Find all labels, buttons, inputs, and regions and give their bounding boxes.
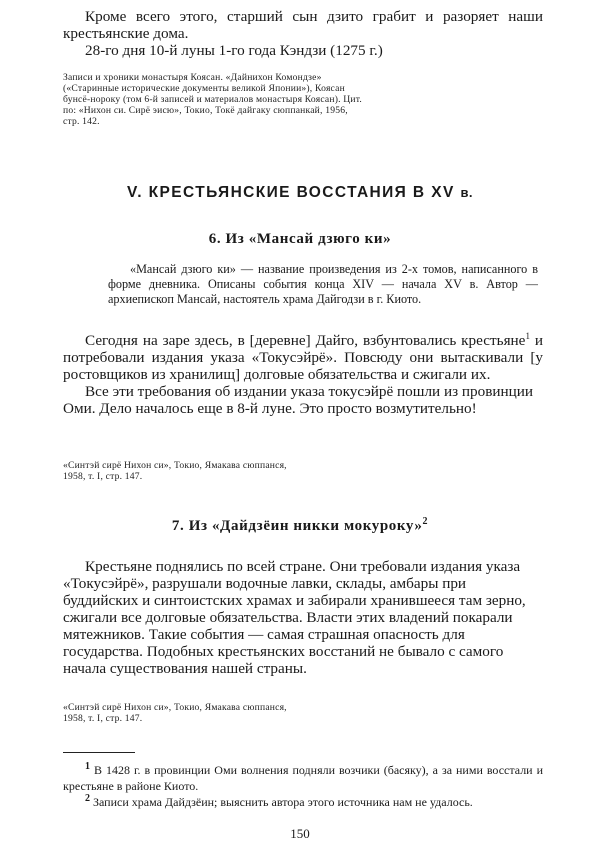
footnote-2-number: 2 [85,793,90,804]
footnote-2 [63,794,543,810]
doc6-para1-a: Сегодня на заре здесь, в [деревне] Дайго, взбунтовались крестьяне [85,332,526,349]
top-paragraph: Кроме всего этого, старший сын дзито грабит и разоряет наши крестьянские дома. [63,8,543,42]
doc6-para1-b: и потребовали издания указа «Токусэйрё». Повсюду они вытаскивали [у ростовщиков из хранилищ] долговые обязательства и сжигали их. [63,332,543,383]
source-citation: Записи и хроники монастыря Коясан. «Дайнихон Комондзе» («Старинные исторические документы великой Японии»), Коясан бунсё-нороку (том 6-й записей и материалов монастыря Коясан). Цит. по: «Нихон си. Сирё эисю», Токио, Токё дайгаку сюппанкай, 1956, стр. 142. [63,72,363,127]
footnote-1 [63,762,543,794]
doc7-title [0,518,600,535]
doc7-source: «Синтэй сирё Нихон си», Токио, Ямакава сюппанся, 1958, т. I, стр. 147. [63,702,287,724]
top-source [63,72,363,127]
top-text [63,8,543,59]
section-title-main: V. КРЕСТЬЯНСКИЕ ВОССТАНИЯ В XV [126,184,455,201]
footnote-1-number: 1 [85,761,90,772]
doc6-source-block [63,460,293,482]
doc7-title-text: 7. Из «Дайдзёин никки мокуроку» [171,518,423,534]
doc6-paragraph-1 [63,332,543,383]
page-number: 150 [290,826,310,841]
doc7-paragraph-1: Крестьяне поднялись по всей стране. Они требовали издания указа «Токусэйрё», разрушали водочные лавки, склады, амбары при буддийских и синтоистских храмах и забирали хранившееся там зерно, сжигали все долговые обязательства. Власти этих владений покарали мятежников. Такие события — самая страшная опасность для государства. Подобных крестьянских восстаний не бывало с самого начала существования нашей страны. [63,558,526,677]
footnote-ref-2[interactable]: 2 [422,516,429,527]
doc6-source: «Синтэй сирё Нихон си», Токио, Ямакава сюппанся, 1958, т. I, стр. 147. [63,460,287,482]
section-heading [0,184,600,202]
doc6-paragraph-2: Все эти требования об издании указа токусэйрё пошли из провинции Оми. Дело началось еще в 8-й луне. Это просто возмутительно! [63,383,534,417]
section-title-suffix: в. [460,185,474,200]
footnote-ref-1[interactable]: 1 [525,330,530,341]
doc7-source-block [63,702,293,724]
doc6-body [63,332,543,417]
footnotes [63,762,543,810]
footnote-2-text: Записи храма Дайдзёин; выяснить автора этого источника нам не удалось. [93,795,473,809]
doc6-intro-block [108,262,538,307]
footnote-divider [63,752,135,753]
top-date: 28-го дня 10-й луны 1-го года Кэндзи (1275 г.) [85,42,383,59]
footnote-1-text: В 1428 г. в провинции Оми волнения подняли возчики (басяку), а за ними восстали и крестьяне в районе Киото. [63,763,544,793]
doc7-body [63,558,543,677]
doc6-title: 6. Из «Мансай дзюго ки» [208,231,392,247]
doc6-intro: «Мансай дзюго ки» — название произведения из 2-х томов, написанного в форме дневника. Описаны события конца XIV — начала XV в. Автор — архиепископ Мансай, настоятель храма Дайгодзи в г. Киото. [108,262,538,306]
